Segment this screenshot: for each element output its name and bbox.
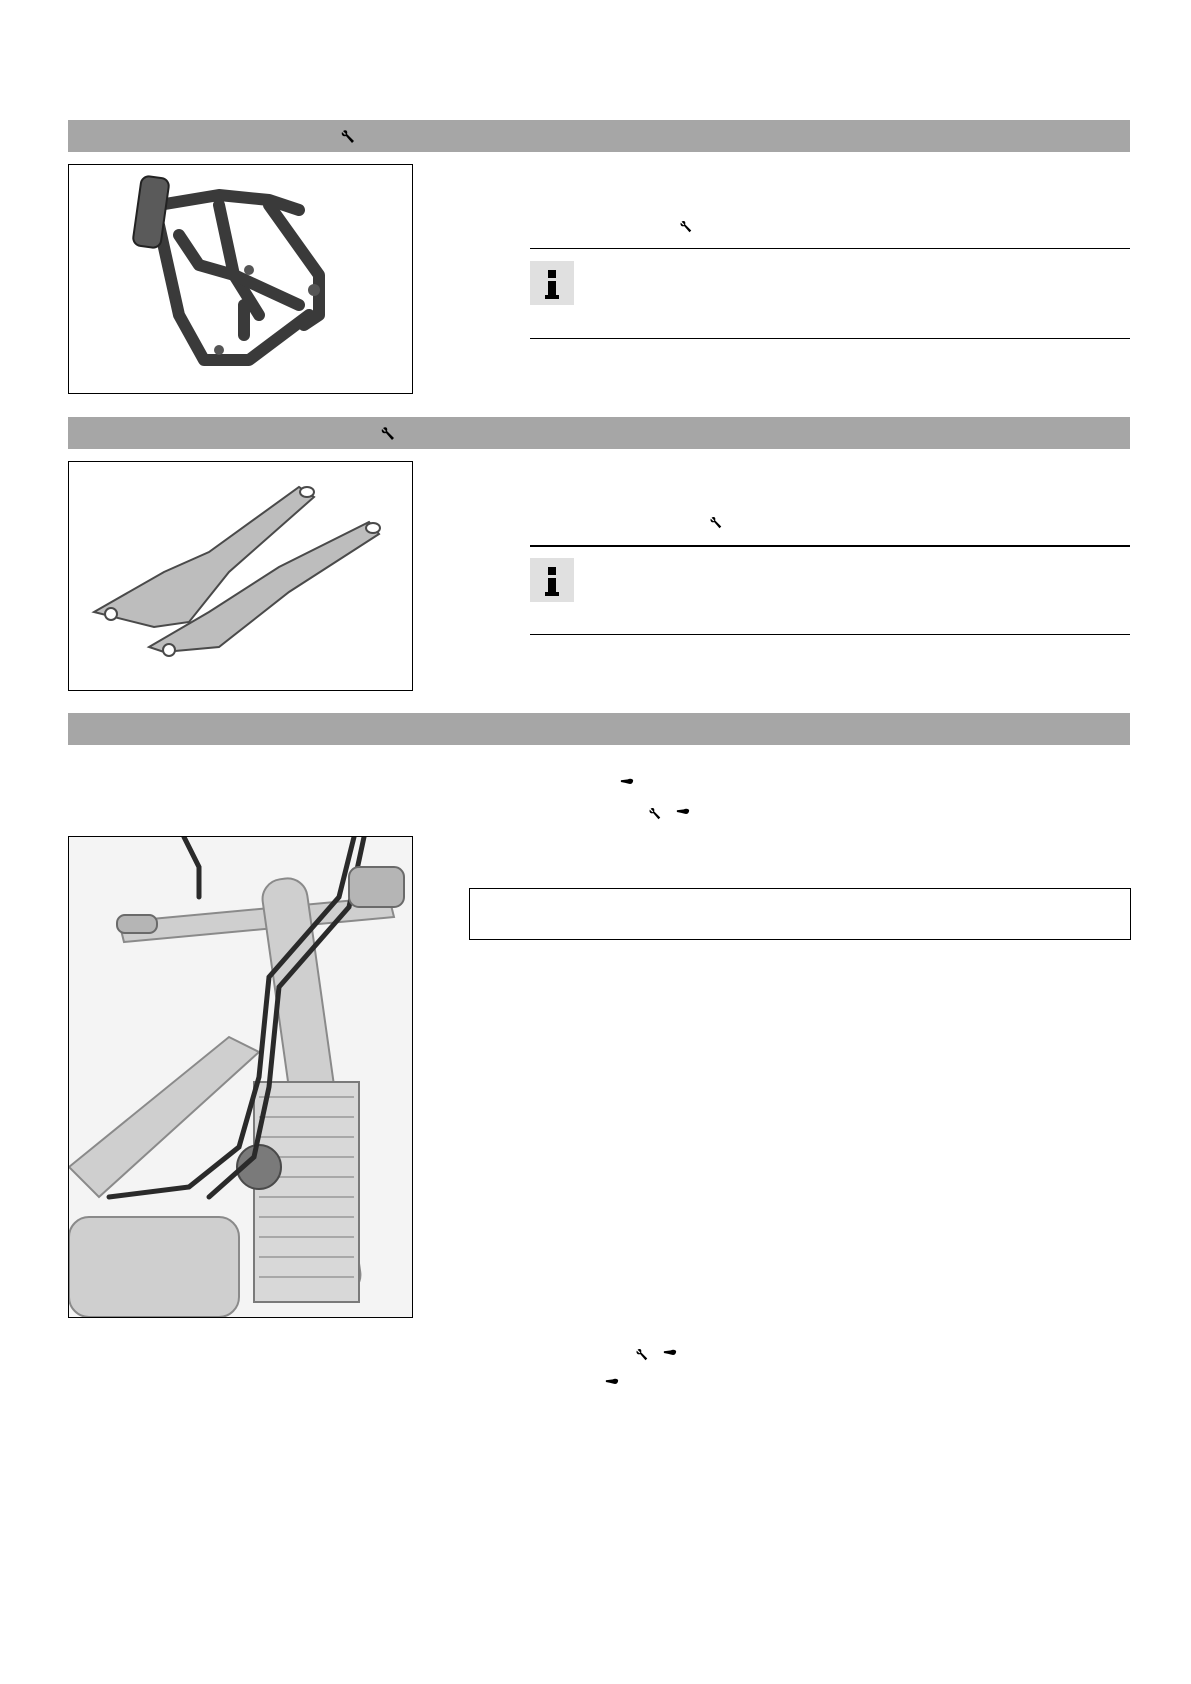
note-rule-top <box>530 545 1130 547</box>
info-icon <box>530 261 574 305</box>
note-rule-bottom <box>530 634 1130 635</box>
swingarm-figure <box>68 461 413 691</box>
note-rule-top <box>530 248 1130 249</box>
wrench-icon <box>679 220 693 234</box>
section-header-frame <box>68 120 1130 152</box>
frame-figure <box>68 164 413 394</box>
note-rule-bottom <box>530 338 1130 339</box>
wrench-icon <box>635 1348 649 1362</box>
wrench-icon <box>709 516 723 530</box>
wrench-icon <box>648 807 662 821</box>
hand-pointer-icon <box>605 1375 619 1389</box>
hand-pointer-icon <box>620 775 634 789</box>
hand-pointer-icon <box>676 805 690 819</box>
section-header-routing <box>68 713 1130 745</box>
outlined-note-box <box>469 888 1131 940</box>
wrench-icon <box>380 426 396 442</box>
hand-pointer-icon <box>663 1346 677 1360</box>
info-icon <box>530 558 574 602</box>
cable-routing-figure <box>68 836 413 1318</box>
wrench-icon <box>340 129 356 145</box>
section-header-swingarm <box>68 417 1130 449</box>
